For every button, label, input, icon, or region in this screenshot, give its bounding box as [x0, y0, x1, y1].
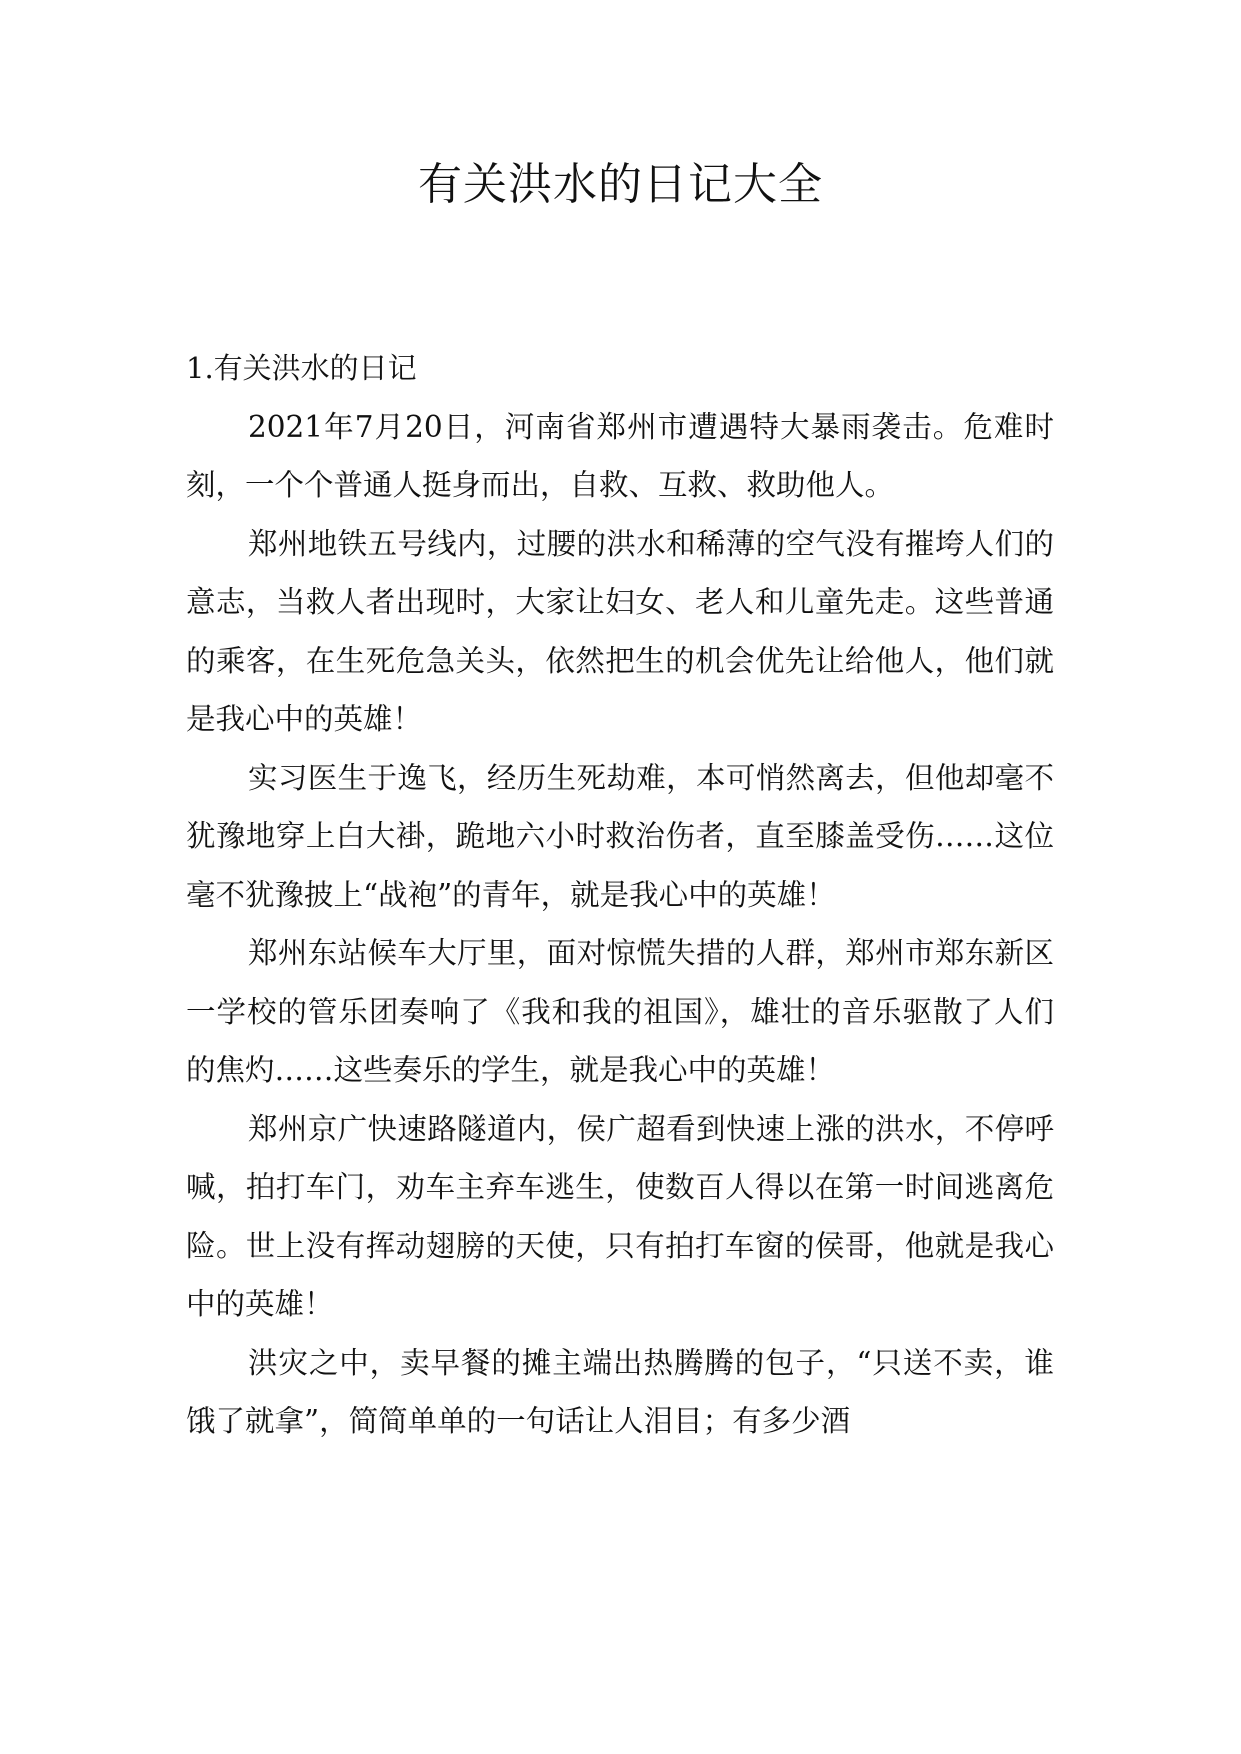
paragraph-1: 2021年7月20日，河南省郑州市遭遇特大暴雨袭击。危难时刻，一个个普通人挺身而出，自救、互救、救助他人。: [186, 409, 1054, 502]
paragraph-2: 郑州地铁五号线内，过腰的洪水和稀薄的空气没有摧垮人们的意志，当救人者出现时，大家让妇女、老人和儿童先走。这些普通的乘客，在生死危急关头，依然把生的机会优先让给他人，他们就是我心中的英雄！: [186, 526, 1054, 736]
document-body: [186, 339, 1054, 1451]
paragraph-4: 郑州东站候车大厅里，面对惊慌失措的人群，郑州市郑东新区一学校的管乐团奏响了《我和我的祖国》，雄壮的音乐驱散了人们的焦灼……这些奏乐的学生，就是我心中的英雄！: [186, 936, 1054, 1087]
paragraph-5: 郑州京广快速路隧道内，侯广超看到快速上涨的洪水，不停呼喊，拍打车门，劝车主弃车逃生，使数百人得以在第一时间逃离危险。世上没有挥动翅膀的天使，只有拍打车窗的侯哥，他就是我心中的英雄！: [186, 1111, 1054, 1321]
section-heading: 1.有关洪水的日记: [186, 351, 417, 385]
paragraph-3: 实习医生于逸飞，经历生死劫难，本可悄然离去，但他却毫不犹豫地穿上白大褂，跪地六小时救治伤者，直至膝盖受伤……这位毫不犹豫披上“战袍”的青年，就是我心中的英雄！: [186, 760, 1054, 912]
document-title: 有关洪水的日记大全: [418, 159, 823, 210]
paragraph-6: 洪灾之中，卖早餐的摊主端出热腾腾的包子，“只送不卖，谁饿了就拿”，简简单单的一句话让人泪目；有多少酒: [186, 1345, 1054, 1438]
